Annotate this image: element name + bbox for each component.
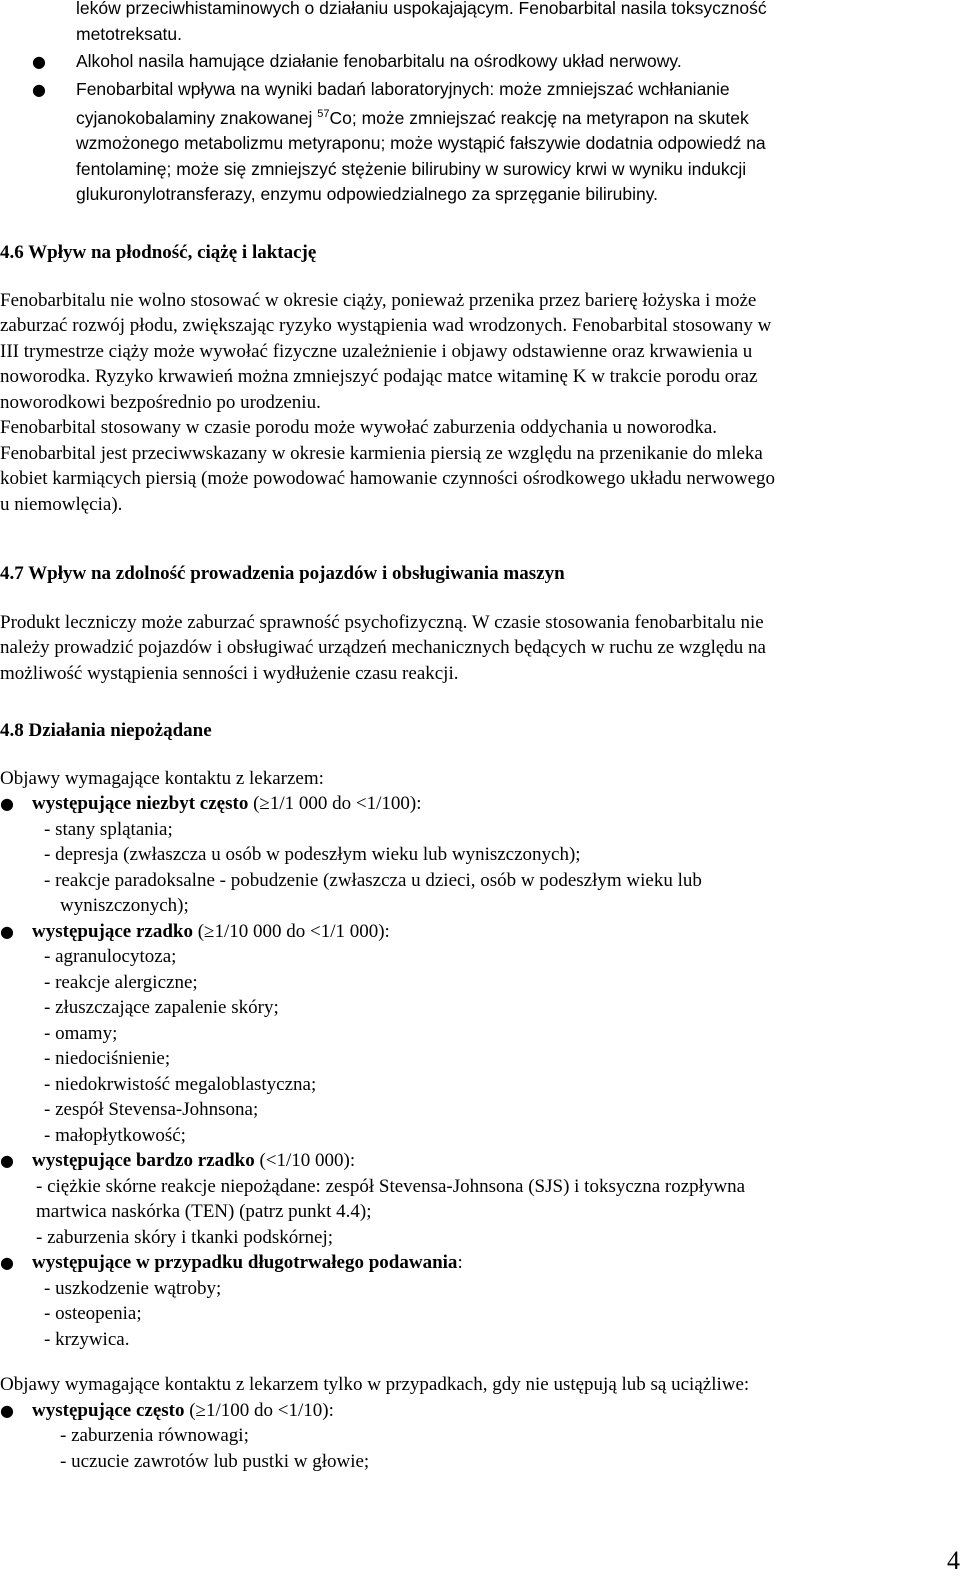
list-item: - uczucie zawrotów lub pustki w głowie;: [60, 1450, 370, 1472]
intro-text: Objawy wymagające kontaktu z lekarzem:: [0, 767, 324, 789]
text-line: fentolaminę; może się zmniejszyć stężenie bilirubiny w surowicy krwi w wyniku indukcji: [76, 158, 747, 179]
bullet-icon: ●: [32, 79, 46, 99]
list-item: - złuszczające zapalenie skóry;: [44, 997, 279, 1018]
bullet-icon: ●: [0, 1253, 14, 1272]
frequency-label: występujące w przypadku długotrwałego podawania: [32, 1252, 458, 1273]
frequency-group-long-term: ● występujące w przypadku długotrwałego podawania:: [0, 1250, 960, 1276]
text-line: u niemowlęcia).: [0, 493, 123, 515]
interaction-bullet-alcohol: [0, 49, 960, 75]
list-item: - stany splątania;: [44, 818, 173, 840]
text-line: Fenobarbital stosowany w czasie porodu może wywołać zaburzenia oddychania u noworodka.: [0, 417, 718, 438]
bullet-icon: ●: [0, 1151, 14, 1170]
frequency-group-rare: ● występujące rzadko (≥1/10 000 do <1/1 000):: [0, 919, 960, 945]
list-item: - niedociśnienie;: [44, 1048, 171, 1069]
text-line: wzmożonego metabolizmu metyraponu; może wystąpić fałszywie dodatnia odpowiedź na: [76, 133, 766, 154]
section-4-6-body: [0, 288, 960, 518]
list-item: - uszkodzenie wątroby;: [44, 1277, 222, 1299]
interaction-bullet-continued: [0, 0, 960, 47]
list-item: - reakcje alergiczne;: [44, 971, 198, 993]
list-item-continued: wyniszczonych);: [60, 895, 189, 916]
list-item: - agranulocytoza;: [44, 946, 177, 967]
section-heading-4-7: 4.7 Wpływ na zdolność prowadzenia pojazdów i obsługiwania maszyn: [0, 563, 565, 584]
text-line: noworodkowi bezpośrednio po urodzeniu.: [0, 391, 321, 413]
section-heading-4-6: 4.6 Wpływ na płodność, ciążę i laktację: [0, 242, 317, 263]
text-line: Produkt leczniczy może zaburzać sprawność psychofizyczną. W czasie stosowania fenobarbitalu nie: [0, 611, 764, 633]
text-line: kobiet karmiących piersią (może powodować hamowanie czynności ośrodkowego układu nerwowego: [0, 468, 776, 489]
intro-text: Objawy wymagające kontaktu z lekarzem tylko w przypadkach, gdy nie ustępują lub są uciążliwe:: [0, 1374, 750, 1395]
list-item: - depresja (zwłaszcza u osób w podeszłym wieku lub wyniszczonych);: [44, 844, 581, 865]
bullet-icon: ●: [0, 794, 14, 813]
list-item: - krzywica.: [44, 1328, 130, 1350]
frequency-group-very-rare: ● występujące bardzo rzadko (<1/10 000):: [0, 1148, 960, 1174]
text-line: cyjanokobalaminy znakowanej $^{57}$Co; może zmniejszać reakcję na metyrapon na skutek: [76, 107, 749, 128]
list-item: - zespół Stevensa-Johnsona;: [44, 1099, 259, 1120]
list-item: - omamy;: [44, 1022, 118, 1044]
text-line: III trymestrze ciąży może wywołać fizyczne uzależnienie i objawy odstawienne oraz krwawienia u: [0, 340, 753, 362]
list-item: - niedokrwistość megaloblastyczna;: [44, 1073, 317, 1095]
text-line: noworodka. Ryzyko krwawień można zmniejszyć podając matce witaminę K w trakcie porodu oraz: [0, 366, 758, 387]
isotope-superscript: 57: [317, 108, 330, 120]
text-line: metotreksatu.: [76, 23, 183, 44]
list-item: - zaburzenia skóry i tkanki podskórnej;: [36, 1226, 334, 1248]
list-item: - małopłytkowość;: [44, 1124, 186, 1146]
text-line: możliwość wystąpienia senności i wydłużenie czasu reakcji.: [0, 662, 459, 684]
frequency-label: występujące niezbyt często: [32, 793, 249, 814]
frequency-label: występujące często: [32, 1399, 185, 1421]
frequency-label: występujące bardzo rzadko: [32, 1150, 255, 1171]
list-item-continued: martwica naskórka (TEN) (patrz punkt 4.4);: [36, 1201, 372, 1222]
list-item: - ciężkie skórne reakcje niepożądane: zespół Stevensa-Johnsona (SJS) i toksyczna rozpływna: [36, 1175, 746, 1197]
text-line: leków przeciwhistaminowych o działaniu uspokajającym. Fenobarbital nasila toksyczność: [76, 0, 767, 18]
text-line: Alkohol nasila hamujące działanie fenobarbitalu na ośrodkowy układ nerwowy.: [76, 51, 682, 71]
bullet-icon: ●: [0, 921, 14, 941]
text-line: Fenobarbital wpływa na wyniki badań laboratoryjnych: może zmniejszać wchłanianie: [76, 78, 730, 99]
frequency-label: występujące rzadko: [32, 920, 193, 942]
section-heading-4-8: 4.8 Działania niepożądane: [0, 720, 212, 741]
list-item: - zaburzenia równowagi;: [60, 1425, 249, 1446]
list-item: - reakcje paradoksalne - pobudzenie (zwłaszcza u dzieci, osób w podeszłym wieku lub: [44, 869, 702, 891]
bullet-icon: ●: [32, 52, 46, 71]
frequency-group-uncommon: ● występujące niezbyt często (≥1/1 000 do <1/100):: [0, 791, 960, 817]
text-line: zaburzać rozwój płodu, zwiększając ryzyko wystąpienia wad wrodzonych. Fenobarbital stosowany w: [0, 315, 772, 336]
text-line: Fenobarbitalu nie wolno stosować w okresie ciąży, ponieważ przenika przez barierę łożyska i może: [0, 289, 757, 311]
text-line: glukuronylotransferazy, enzymu odpowiedzialnego za sprzęganie bilirubiny.: [76, 184, 659, 205]
interaction-bullet-lab-tests: [0, 77, 960, 208]
page-number: 4: [947, 1546, 960, 1575]
list-item: - osteopenia;: [44, 1303, 142, 1324]
section-4-7-body: [0, 610, 960, 687]
text-line: Fenobarbital jest przeciwwskazany w okresie karmienia piersią ze względu na przenikanie do mleka: [0, 442, 763, 464]
text-line: należy prowadzić pojazdów i obsługiwać urządzeń mechanicznych będących w ruchu ze względu na: [0, 637, 766, 658]
frequency-group-common: ● występujące często (≥1/100 do <1/10):: [0, 1398, 960, 1424]
bullet-icon: ●: [0, 1400, 14, 1420]
